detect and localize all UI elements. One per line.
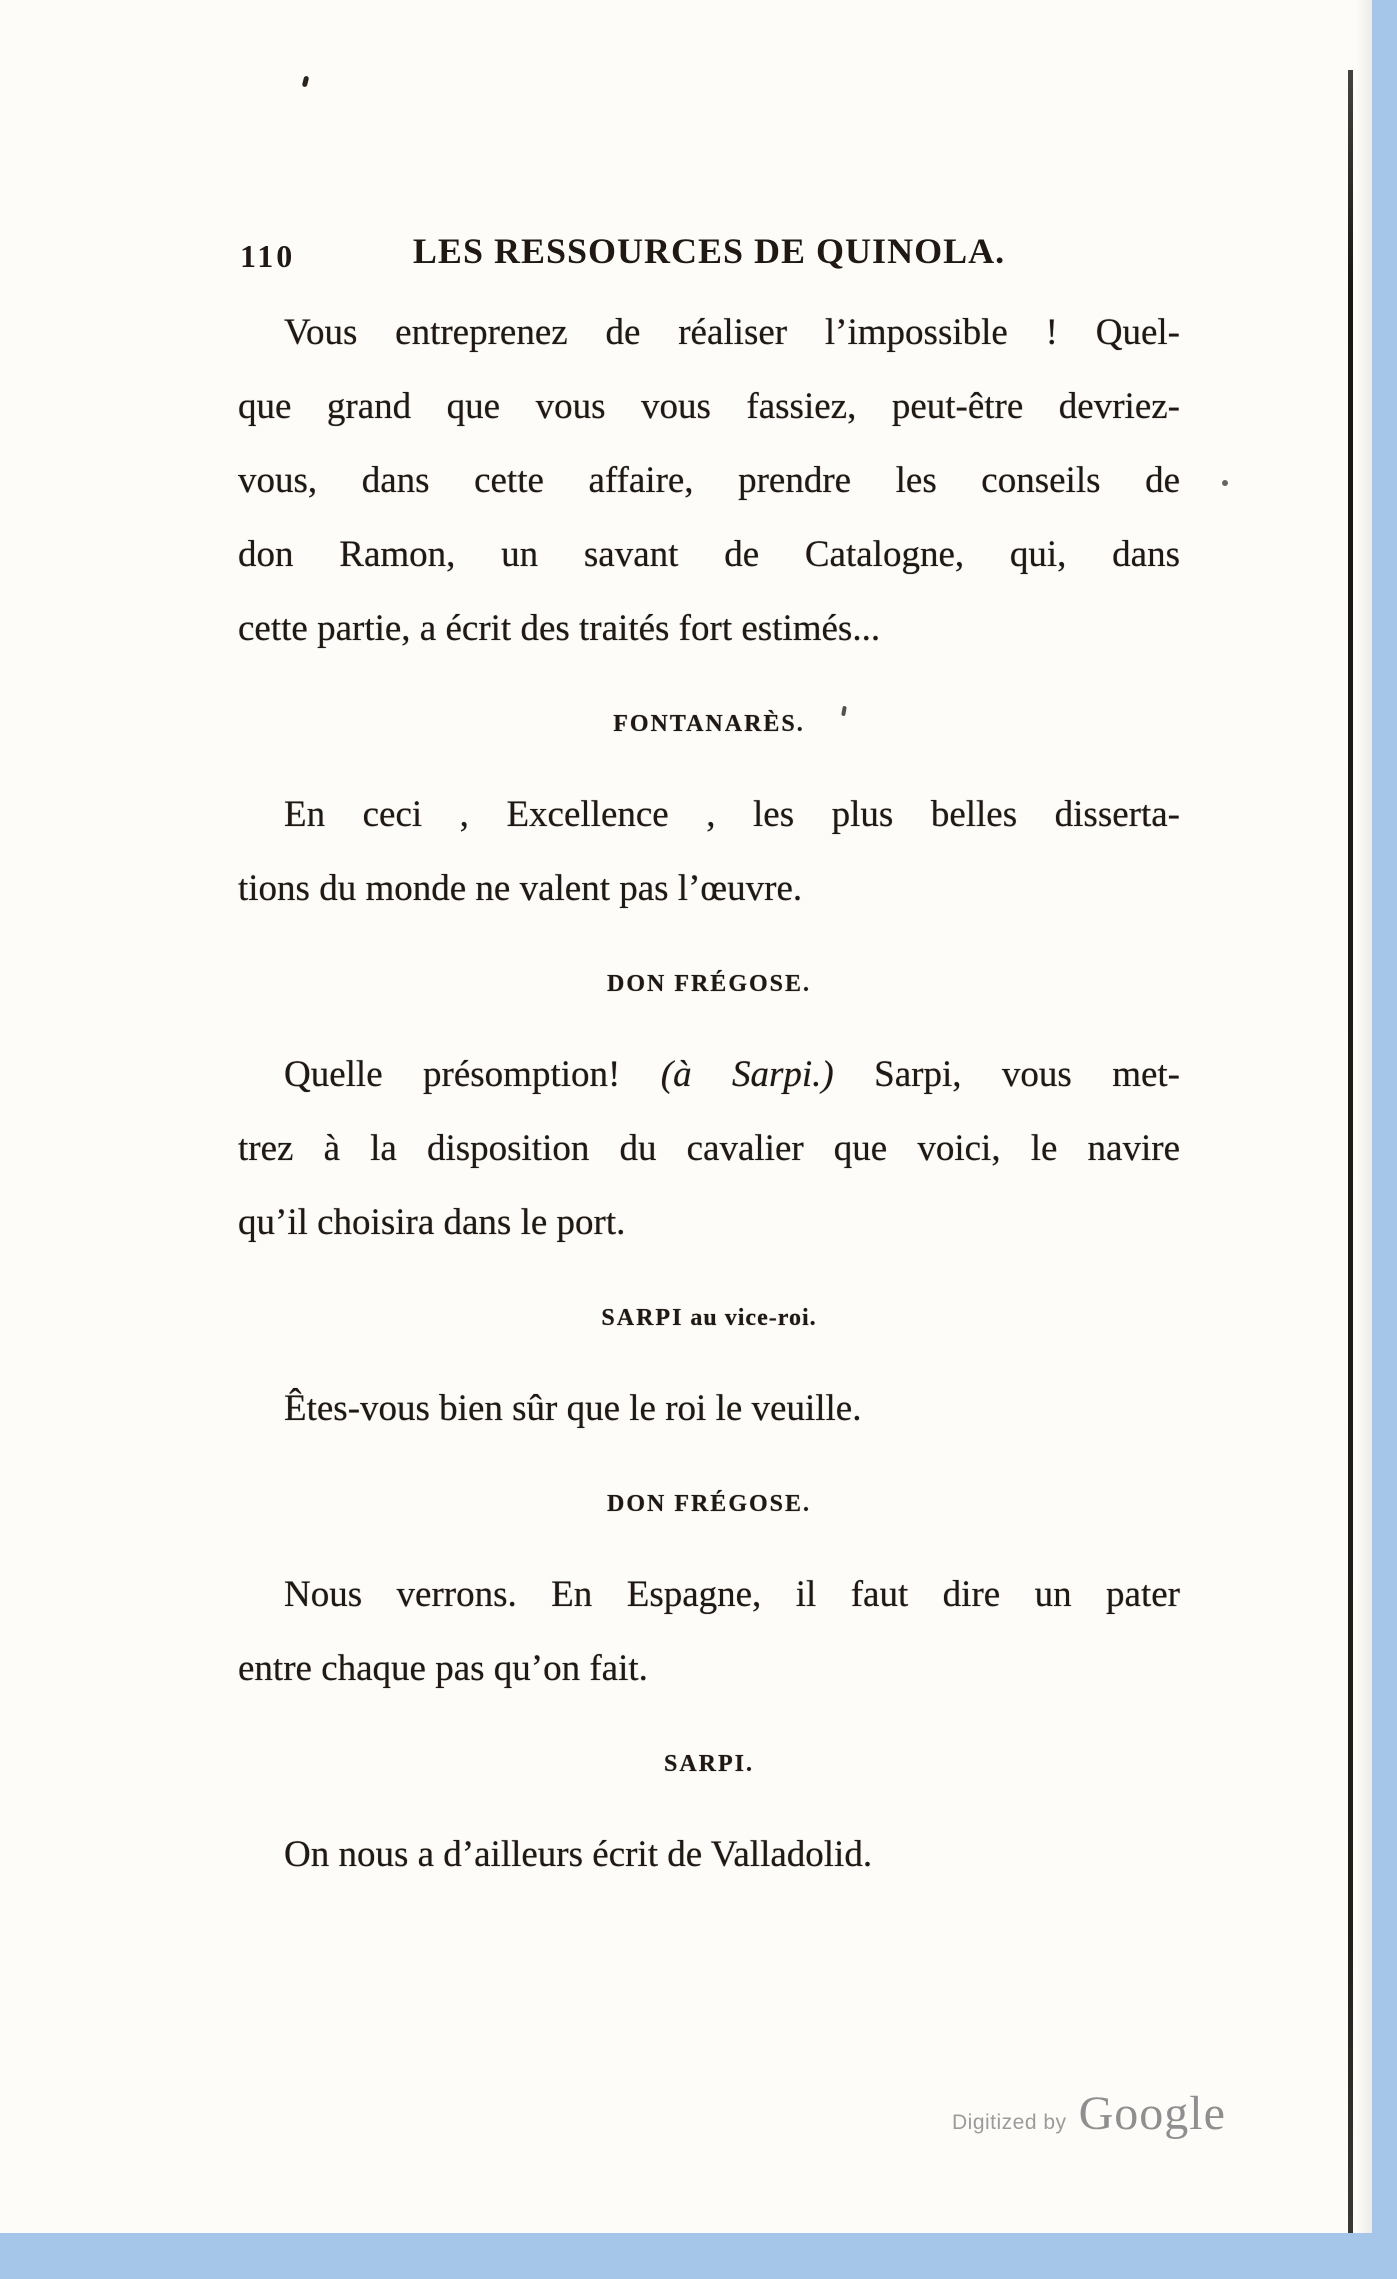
text-segment: Sarpi, vous met- (833, 1054, 1180, 1095)
text-line: Vous entreprenez de réaliser l’impossible ! Quel- (284, 312, 1180, 353)
speaker-suffix: au vice-roi. (683, 1305, 817, 1331)
dialogue-paragraph (238, 1372, 1180, 1446)
speaker-name (238, 964, 1180, 1004)
speaker-name (238, 1744, 1180, 1784)
speaker-name (238, 1298, 1180, 1338)
speaker-caps: DON FRÉGOSE. (606, 1491, 812, 1517)
page-number: 110 (240, 238, 296, 274)
text-line: En ceci , Excellence , les plus belles disserta- (284, 794, 1180, 835)
scan-speck (302, 76, 310, 88)
page-header (238, 230, 1180, 284)
text-line: vous, dans cette affaire, prendre les conseils de (238, 460, 1180, 501)
dialogue-paragraph (238, 296, 1180, 666)
text-line: cette partie, a écrit des traités fort estimés... (238, 608, 881, 649)
scan-speck (1222, 480, 1228, 486)
dialogue-paragraph (238, 1558, 1180, 1706)
dialogue-paragraph (238, 1818, 1180, 1892)
text-segment: Quelle présomption! (284, 1054, 661, 1095)
dialogue-paragraph (238, 1038, 1180, 1260)
running-title: LES RESSOURCES DE QUINOLA. (412, 231, 1006, 271)
text-line (238, 1038, 1180, 1112)
page-edge-line (1348, 70, 1353, 2233)
dialogue-paragraph (238, 778, 1180, 926)
speaker-caps: SARPI (601, 1305, 684, 1331)
text-line: entre chaque pas qu’on fait. (238, 1648, 648, 1689)
text-line: que grand que vous vous fassiez, peut-être devriez- (238, 386, 1180, 427)
digitized-by-label: Digitized by (952, 2111, 1067, 2134)
text-line: tions du monde ne valent pas l’œuvre. (238, 868, 803, 909)
text-line: qu’il choisira dans le port. (238, 1202, 626, 1243)
google-wordmark: Google (1078, 2087, 1226, 2140)
text-line: Êtes-vous bien sûr que le roi le veuille. (284, 1388, 862, 1429)
speaker-caps: DON FRÉGOSE. (606, 971, 812, 997)
text-line: Nous verrons. En Espagne, il faut dire un pater (284, 1574, 1180, 1615)
stage-direction: (à Sarpi.) (660, 1054, 834, 1095)
speaker-caps: SARPI. (663, 1751, 754, 1777)
speaker-caps: FONTANARÈS. (613, 711, 805, 737)
watermark (952, 2086, 1226, 2141)
page-body (238, 296, 1180, 1892)
text-line: don Ramon, un savant de Catalogne, qui, dans (238, 534, 1180, 575)
text-line: On nous a d’ailleurs écrit de Valladolid. (284, 1834, 873, 1875)
speaker-name (238, 1484, 1180, 1524)
text-line: trez à la disposition du cavalier que voici, le navire (238, 1128, 1180, 1169)
speaker-name (238, 704, 1180, 744)
